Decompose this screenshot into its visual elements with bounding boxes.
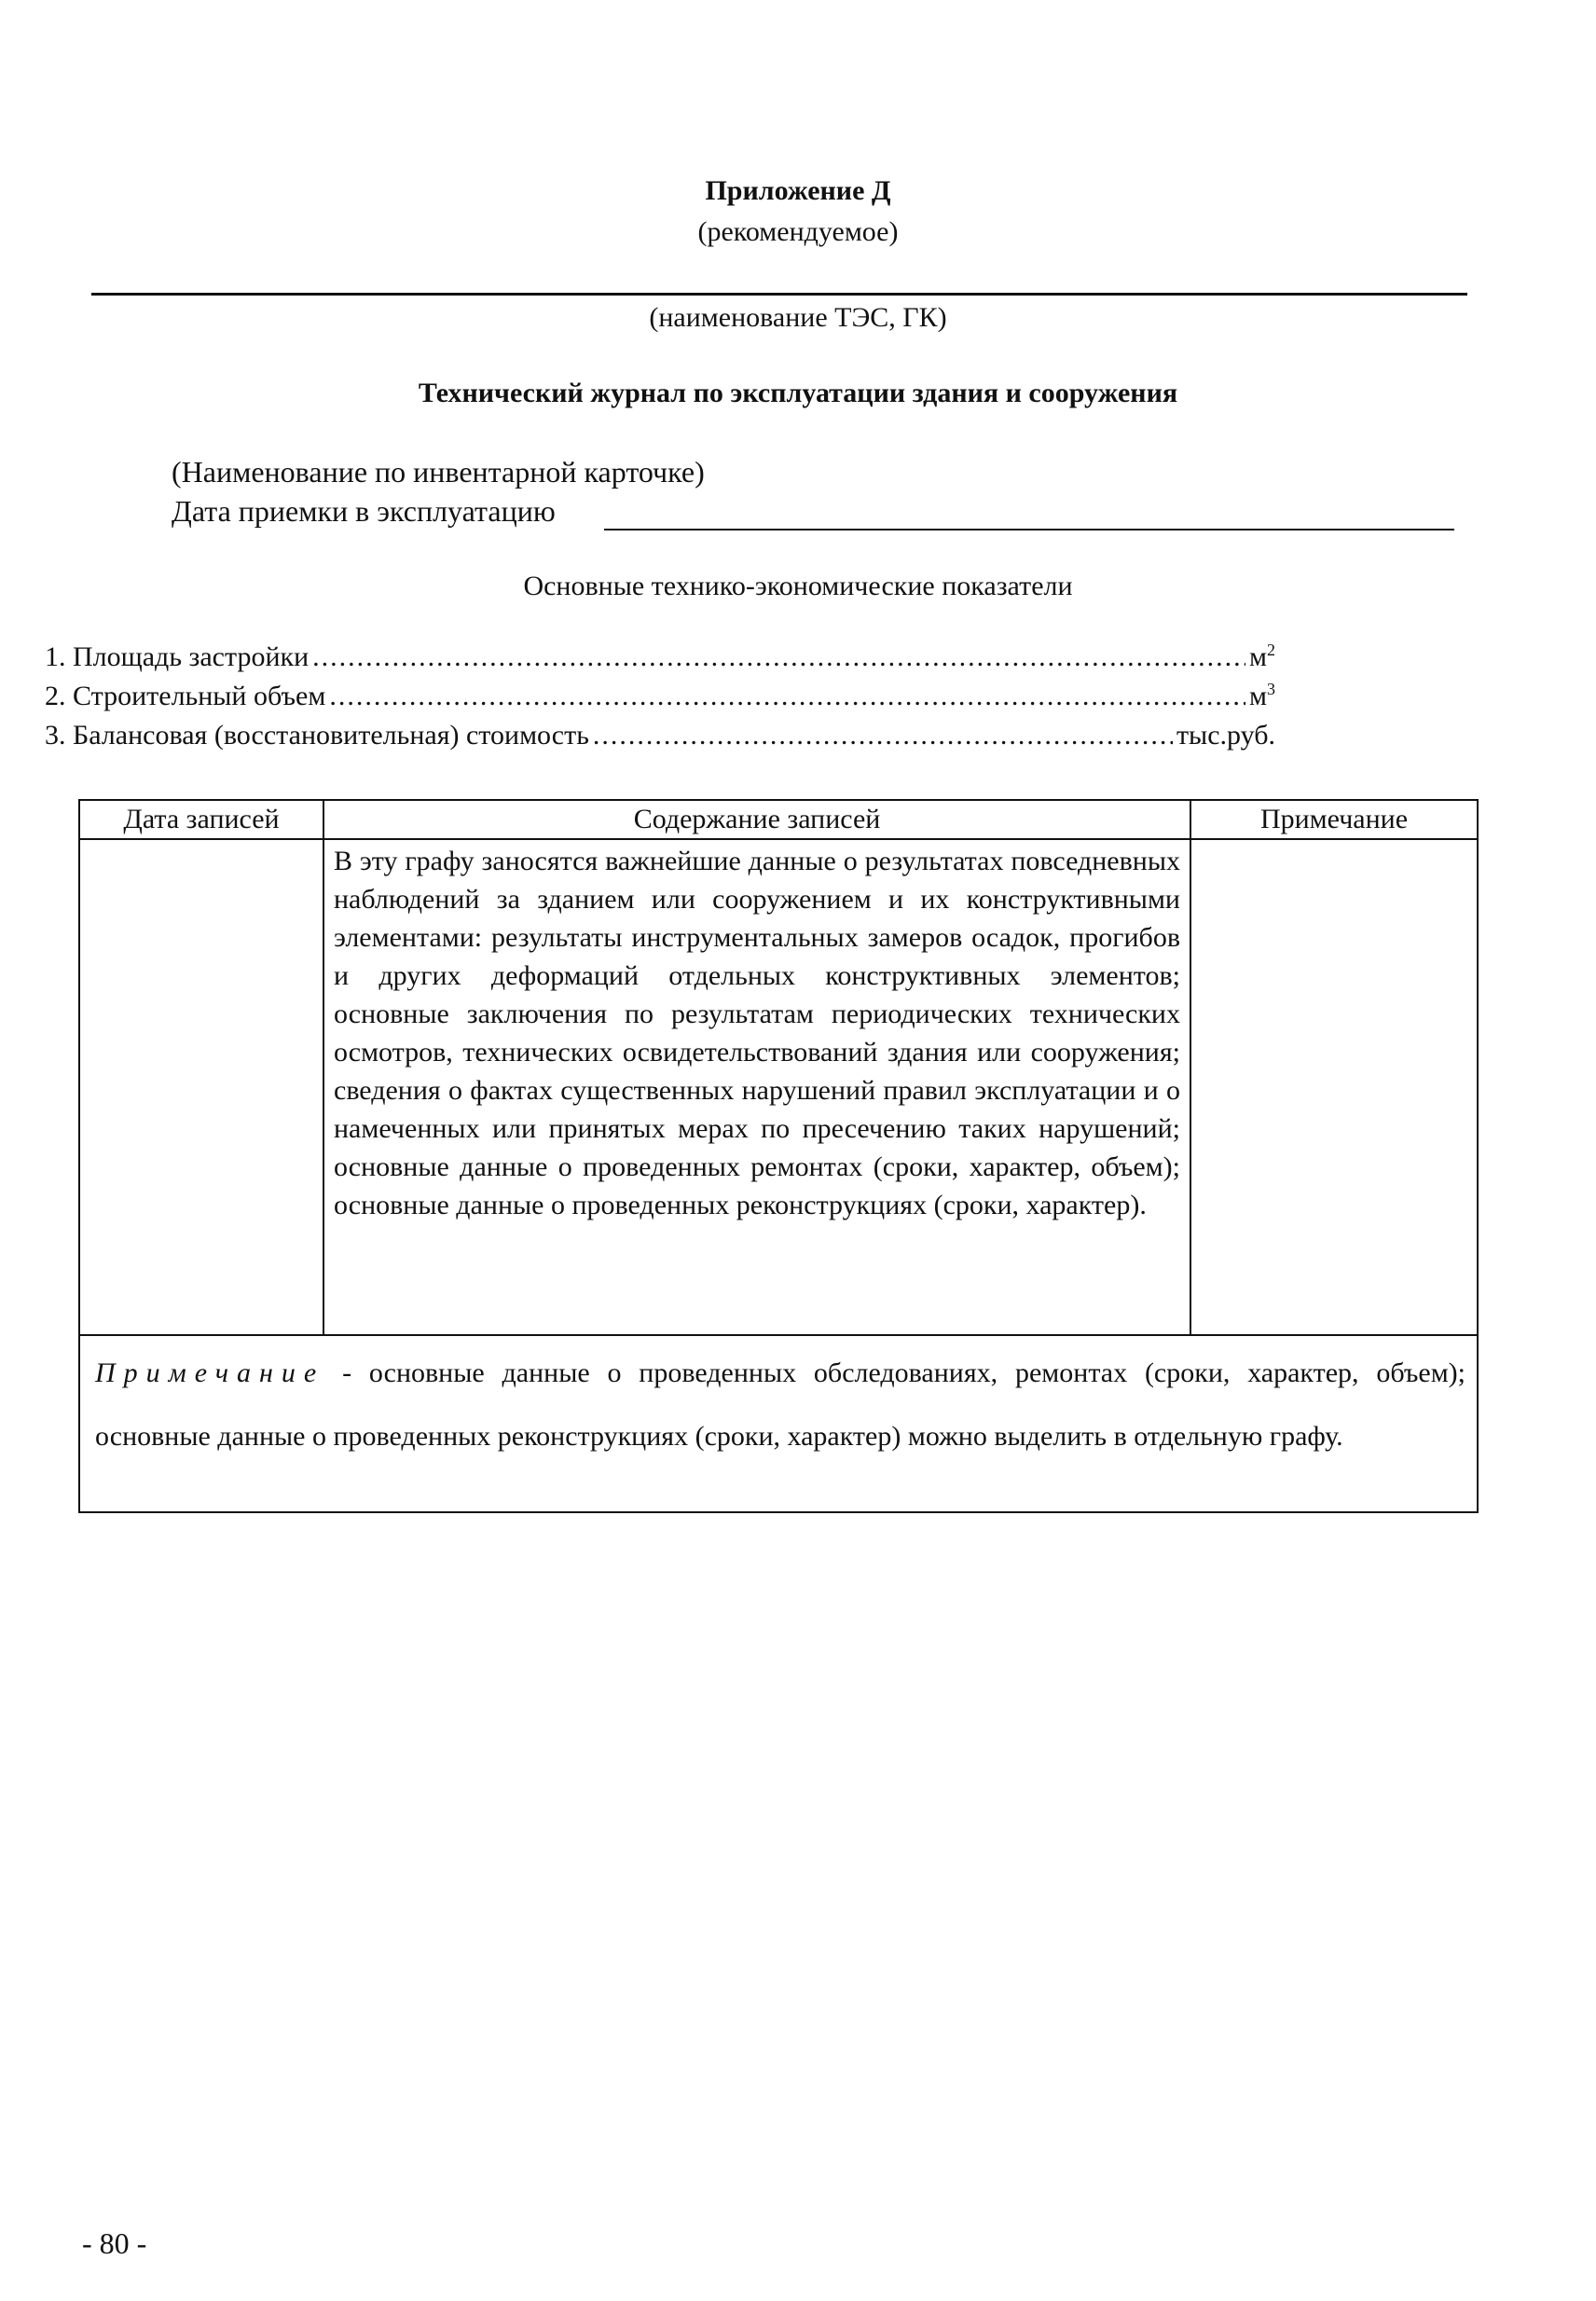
appendix-title: Приложение Д <box>705 175 891 206</box>
column-divider-2 <box>1190 801 1191 1334</box>
indicator-building-volume <box>45 681 1275 712</box>
table-note <box>95 1342 1465 1468</box>
appendix-subtitle: (рекомендуемое) <box>697 216 899 247</box>
leader-dots <box>329 681 1245 712</box>
inventory-name-label: (Наименование по инвентарной карточке) <box>172 455 705 489</box>
column-divider-1 <box>323 801 324 1334</box>
journal-table <box>78 799 1479 1513</box>
indicator-label: 1. Площадь застройки <box>45 641 310 672</box>
indicator-unit: $м^3$ <box>1249 680 1275 711</box>
organization-caption: (наименование ТЭС, ГК) <box>649 302 947 333</box>
indicator-unit: тыс.руб. <box>1176 720 1275 751</box>
header-date: Дата записей <box>123 804 280 834</box>
journal-title: Технический журнал по эксплуатации здания и сооружения <box>418 378 1178 408</box>
note-divider <box>80 1334 1477 1336</box>
indicators-heading: Основные технико-экономические показатели <box>523 571 1073 601</box>
indicator-building-area <box>45 641 1275 673</box>
indicator-unit: $м^2$ <box>1249 641 1275 672</box>
leader-dots <box>312 641 1245 673</box>
indicator-label: 2. Строительный объем <box>45 681 326 711</box>
header-divider <box>80 838 1477 840</box>
header-remark: Примечание <box>1259 804 1409 834</box>
indicator-label: 3. Балансовая (восстановительная) стоимость <box>45 720 589 751</box>
acceptance-date-line <box>604 529 1454 530</box>
indicator-balance-cost <box>45 720 1275 751</box>
page-number: - 80 - <box>82 2226 147 2260</box>
note-text: - основные данные о проведенных обследованиях, ремонтах (сроки, характер, объем); основные данные о проведенных реконструкциях (сроки, характер) можно выделить в отдельную графу. <box>95 1357 1466 1452</box>
header-content: Содержание записей <box>633 804 881 834</box>
content-cell: В эту графу заносятся важнейшие данные о результатах повседневных наблюдений за зданием или сооружением и их конструктивными элементами: результаты инструментальных замеров осадок, прогибов и других деформаций отдельных конструктивных элементов; основные заключения по результатам периодических технических осмотров, технических освидетельствований здания или сооружения; сведения о фактах существенных нарушений правил эксплуатации и о намеченных или принятых мерах по пресечению таких нарушений; основные данные о проведенных ремонтах (сроки, характер, объем); основные данные о проведенных реконструкциях (сроки, характер). <box>334 846 1180 1220</box>
leader-dots <box>593 720 1173 751</box>
organization-line <box>91 293 1467 296</box>
note-label: Примечание <box>95 1357 325 1388</box>
acceptance-date-label: Дата приемки в эксплуатацию <box>172 494 556 528</box>
